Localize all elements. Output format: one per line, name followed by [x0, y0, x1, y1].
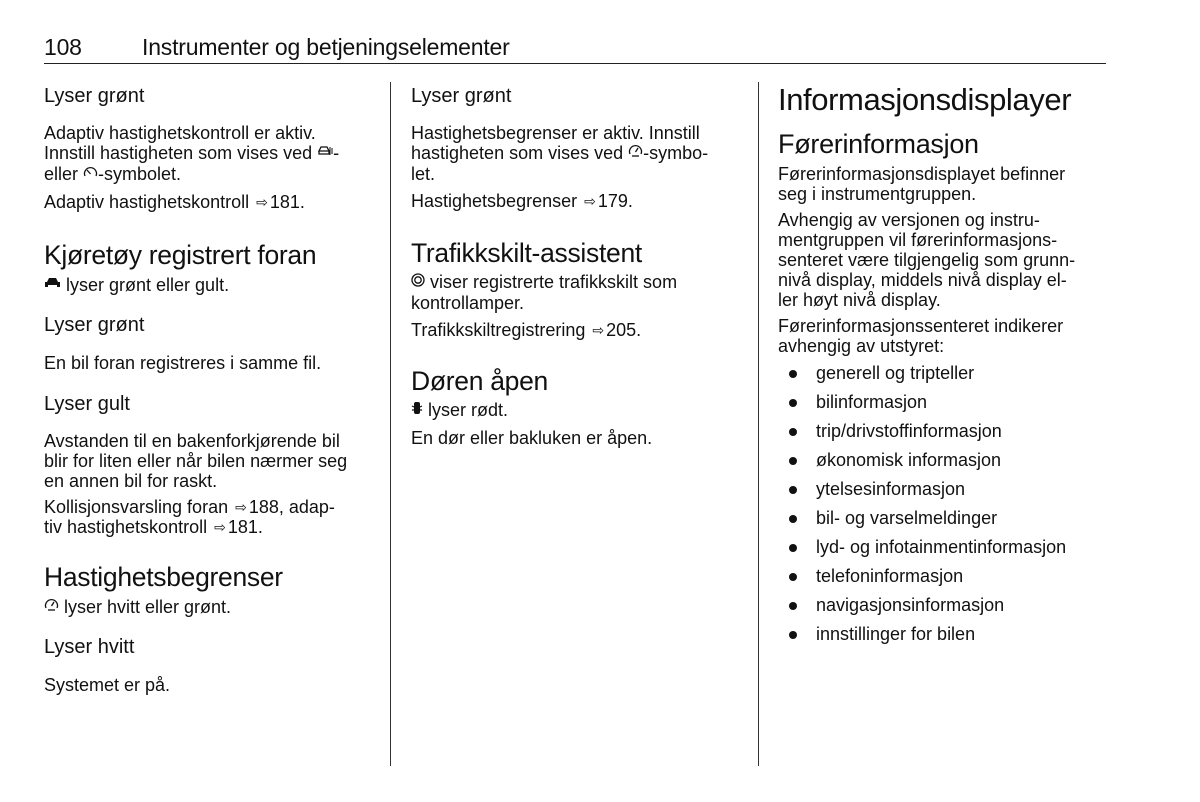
- paragraph: [44, 431, 378, 491]
- heading-lyser-hvitt: Lyser hvitt: [44, 636, 135, 658]
- text: Avstanden til en bakenforkjørende bil: [44, 430, 340, 451]
- cross-reference: [411, 190, 745, 213]
- text: eller: [44, 164, 79, 184]
- text: en annen bil for raskt.: [44, 470, 218, 491]
- heading-trafikkskilt-assistent: Trafikkskilt-assistent: [411, 237, 642, 268]
- text: Førerinformasjonssenteret indikerer: [778, 316, 1064, 336]
- heading-kjoretoy-registrert-foran: Kjøretøy registrert foran: [44, 239, 317, 270]
- text: senteret være tilgjengelig som grunn-: [778, 250, 1076, 270]
- heading-lyser-gront: Lyser grønt: [44, 314, 145, 336]
- list-item: bilinformasjon: [778, 391, 1108, 420]
- section-heading: Informasjonsdisplayer: [778, 82, 1072, 117]
- cross-reference: [411, 319, 745, 342]
- page-number: 108: [44, 34, 82, 60]
- text: kontrollamper.: [411, 292, 525, 313]
- column-1: [44, 84, 378, 706]
- text: viser registrerte trafikkskilt som: [430, 271, 678, 292]
- text: tiv hastighetskontroll: [44, 516, 208, 537]
- text: nivå display, middels nivå display el-: [778, 270, 1067, 290]
- page-header: [44, 34, 510, 61]
- text: -symbolet.: [98, 164, 182, 184]
- vehicle-ahead-icon: [44, 275, 61, 298]
- page-ref-arrow-icon: ⇨: [584, 193, 596, 209]
- text: Adaptiv hastighetskontroll er aktiv.: [44, 123, 316, 143]
- list-item: telefoninformasjon: [778, 565, 1108, 594]
- page-ref-arrow-icon: ⇨: [214, 518, 226, 535]
- text: lyser hvitt eller grønt.: [64, 596, 232, 617]
- cross-reference: [44, 497, 378, 537]
- subsection-heading: Førerinformasjon: [778, 129, 979, 159]
- list-item: innstillinger for bilen: [778, 623, 1108, 652]
- column-divider-2: [758, 82, 759, 766]
- text: hastigheten som vises ved: [411, 143, 624, 163]
- paragraph: [778, 210, 1108, 310]
- paragraph: En bil foran registreres i samme fil.: [44, 353, 322, 373]
- paragraph: [44, 596, 378, 620]
- text: seg i instrumentgruppen.: [778, 184, 977, 204]
- text: blir for liten eller når bilen nærmer seg: [44, 450, 348, 471]
- column-divider-1: [390, 82, 391, 766]
- column-3: [778, 82, 1108, 652]
- page-ref-arrow-icon: ⇨: [256, 194, 268, 210]
- list-item: navigasjonsinformasjon: [778, 594, 1108, 623]
- text: ler høyt nivå display.: [778, 290, 941, 310]
- page-ref: 181.: [269, 192, 305, 212]
- heading-lyser-gront: Lyser grønt: [44, 85, 145, 107]
- text: let.: [411, 164, 436, 184]
- text: mentgruppen vil førerinformasjons-: [778, 230, 1058, 250]
- speed-limiter-icon: [628, 144, 643, 164]
- text: lyser rødt.: [428, 400, 509, 420]
- page-header-title: Instrumenter og betjeningselementer: [142, 34, 510, 60]
- paragraph: [44, 274, 378, 298]
- heading-hastighetsbegrenser: Hastighetsbegrenser: [44, 561, 283, 592]
- page-ref-arrow-icon: ⇨: [235, 498, 247, 515]
- info-list: [778, 362, 1108, 652]
- page-ref-arrow-icon: ⇨: [592, 321, 605, 338]
- text: lyser grønt eller gult.: [66, 274, 230, 295]
- text: -symbo-: [643, 143, 709, 163]
- page-ref: 188, adap-: [248, 496, 335, 517]
- traffic-sign-icon: [411, 273, 425, 293]
- cross-reference: [44, 191, 378, 214]
- paragraph: Systemet er på.: [44, 675, 171, 695]
- text: Avhengig av versjonen og instru-: [778, 210, 1040, 230]
- text: Adaptiv hastighetskontroll: [44, 192, 250, 212]
- paragraph: [778, 316, 1108, 356]
- page-ref: 205.: [606, 319, 642, 340]
- acc-car-icon: [317, 144, 333, 164]
- list-item: økonomisk informasjon: [778, 449, 1108, 478]
- text: Hastighetsbegrenser er aktiv. Innstill: [411, 123, 700, 143]
- speedometer-icon: [83, 165, 98, 185]
- text: Hastighetsbegrenser: [411, 191, 578, 211]
- heading-lyser-gront: Lyser grønt: [411, 85, 512, 107]
- door-open-icon: [411, 401, 423, 421]
- list-item: generell og tripteller: [778, 362, 1108, 391]
- paragraph: [411, 123, 745, 184]
- paragraph: [411, 400, 745, 421]
- text: -: [333, 143, 340, 163]
- text: Førerinformasjonsdisplayet befinner: [778, 164, 1066, 184]
- paragraph: [778, 164, 1108, 204]
- list-item: lyd- og infotainmentinformasjon: [778, 536, 1108, 565]
- heading-doren-apen: Døren åpen: [411, 366, 548, 396]
- list-item: ytelsesinformasjon: [778, 478, 1108, 507]
- heading-lyser-gult: Lyser gult: [44, 392, 130, 415]
- paragraph: [44, 123, 378, 185]
- header-rule: [44, 63, 1106, 64]
- text: Kollisjonsvarsling foran: [44, 496, 229, 517]
- text: avhengig av utstyret:: [778, 336, 945, 356]
- page-ref: 179.: [597, 191, 633, 211]
- list-item: trip/drivstoffinformasjon: [778, 420, 1108, 449]
- column-2: [411, 84, 745, 459]
- paragraph: [411, 272, 745, 313]
- text: Innstill hastigheten som vises ved: [44, 143, 313, 163]
- text: Trafikkskiltregistrering: [411, 319, 586, 340]
- page-ref: 181.: [227, 516, 263, 537]
- paragraph: En dør eller bakluken er åpen.: [411, 428, 653, 448]
- speed-limiter-icon: [44, 597, 59, 620]
- list-item: bil- og varselmeldinger: [778, 507, 1108, 536]
